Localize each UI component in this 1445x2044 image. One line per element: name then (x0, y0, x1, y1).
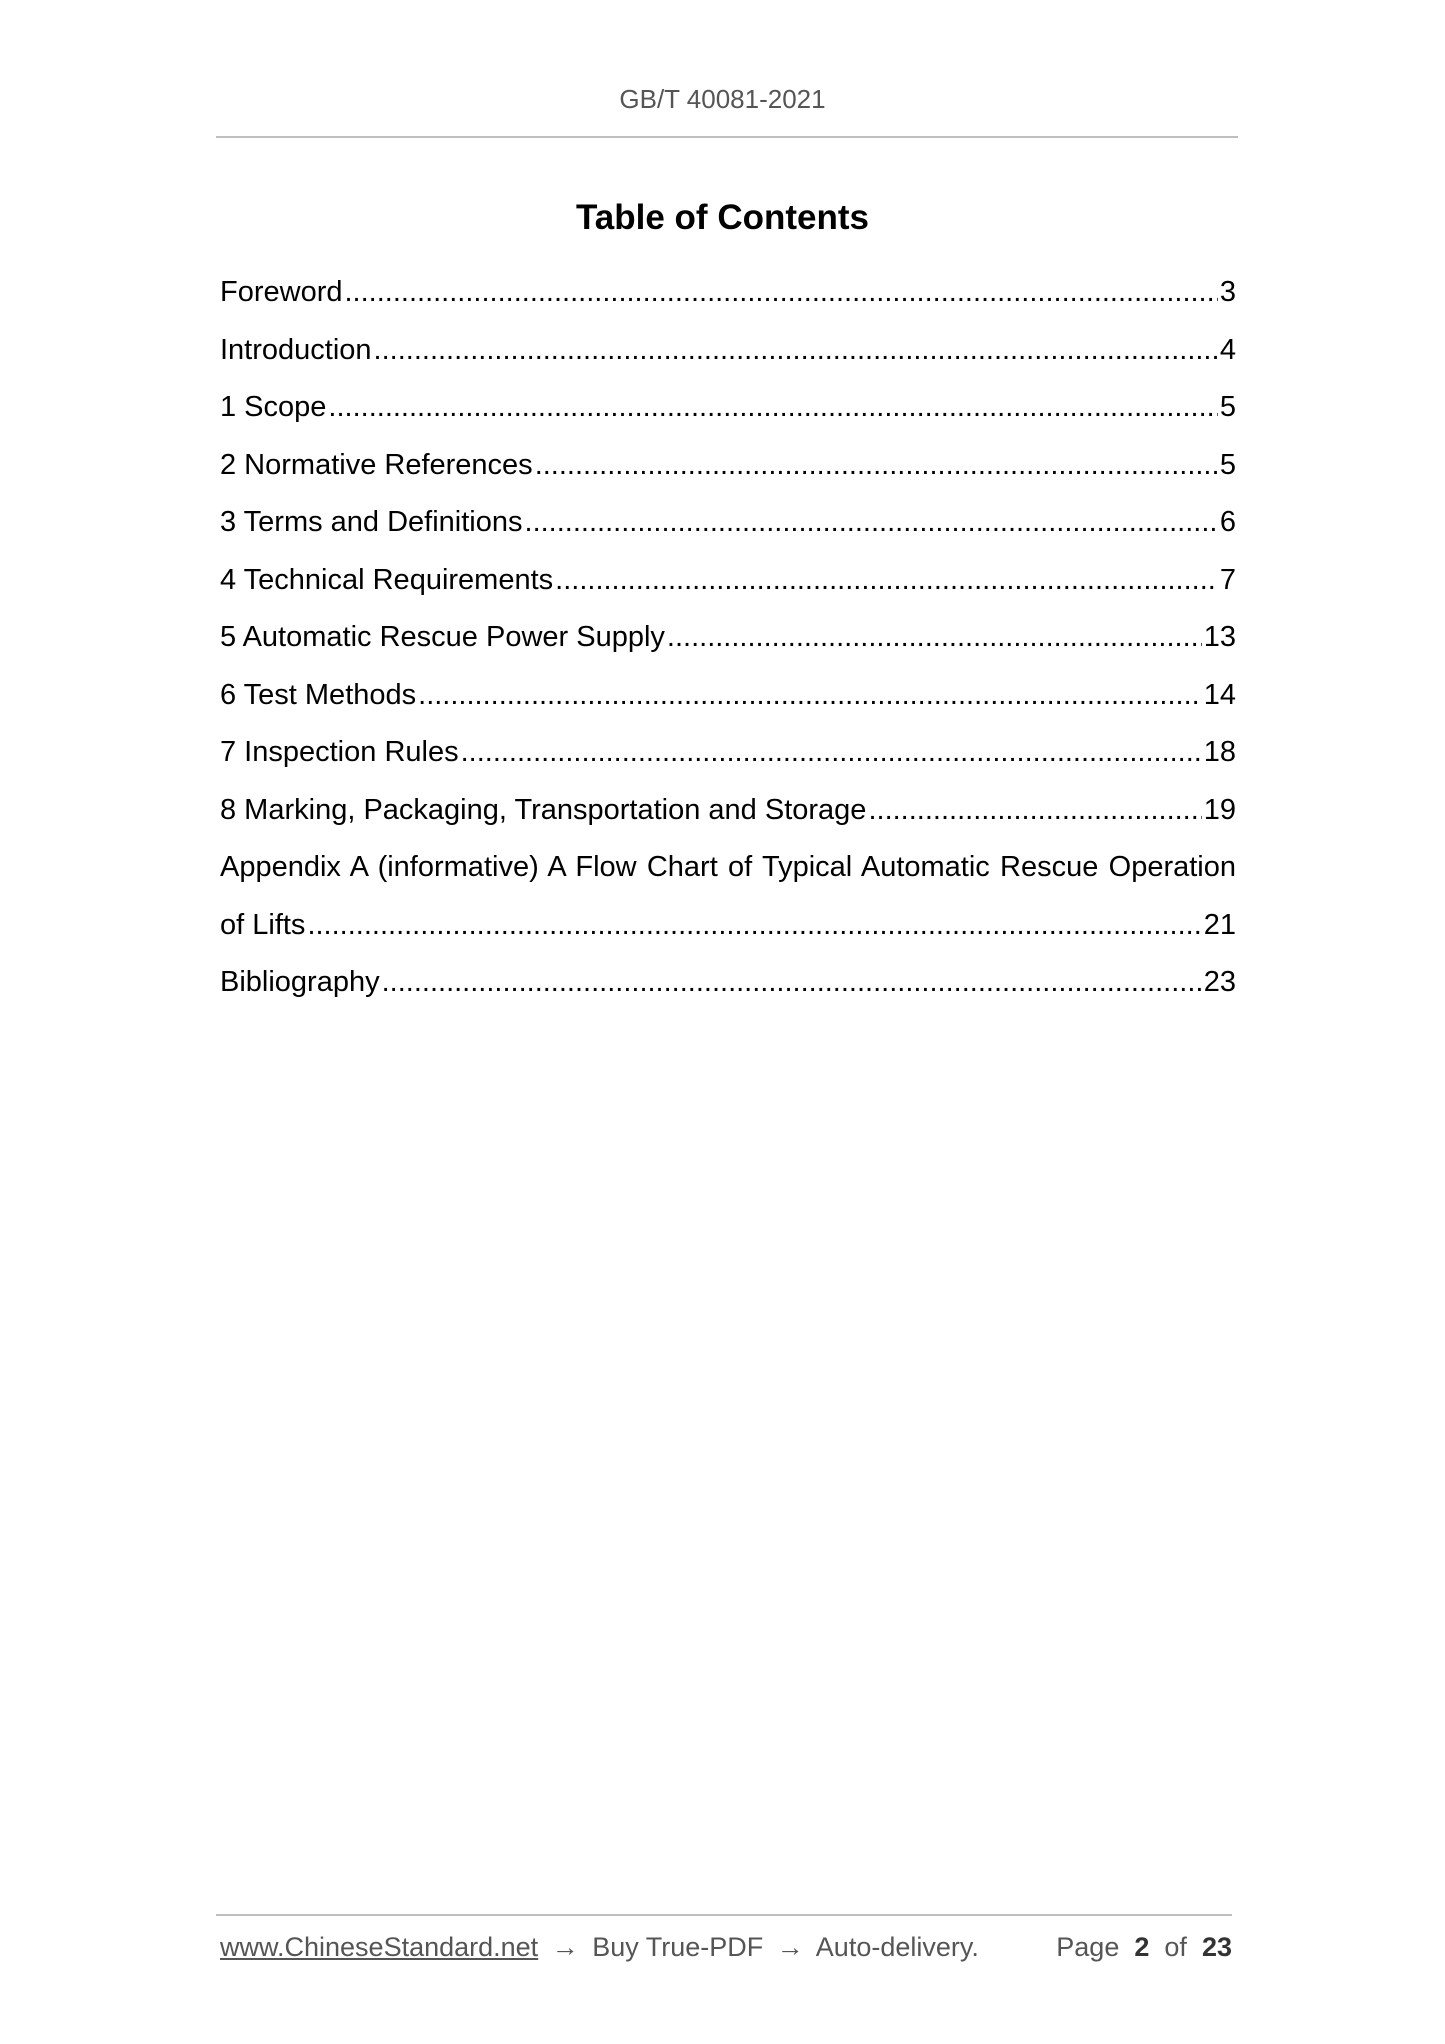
toc-entry-label: 2 Normative References (220, 448, 533, 481)
dot-leader (461, 724, 1202, 782)
toc-entry-page: 14 (1203, 678, 1236, 711)
toc-entry-label: 8 Marking, Packaging, Transportation and Storage (220, 793, 867, 826)
page-indicator (1056, 1932, 1232, 1963)
toc-entry-label: 6 Test Methods (220, 678, 417, 711)
toc-entry-label: Appendix A (informative) A Flow Chart of Typical Automatic Rescue Operation (220, 851, 1236, 883)
current-page-number: 2 (1134, 1932, 1150, 1962)
dot-leader (418, 667, 1202, 725)
arrow-right-icon: → (551, 1932, 579, 1962)
dot-leader (667, 609, 1202, 667)
dot-leader (345, 264, 1218, 322)
toc-entry-page: 13 (1203, 621, 1236, 653)
toc-entry-page: 18 (1203, 736, 1236, 768)
toc-entry-test-methods[interactable] (220, 667, 1236, 725)
dot-leader (555, 552, 1218, 610)
total-page-count: 23 (1201, 1932, 1232, 1962)
toc-entry-appendix-a-continued[interactable] (220, 897, 1236, 955)
toc-entry-label: 7 Inspection Rules (220, 736, 459, 768)
toc-entry-page: 4 (1219, 333, 1236, 366)
toc-entry-bibliography[interactable] (220, 954, 1236, 1012)
dot-leader (307, 897, 1201, 955)
toc-entry-label: Introduction (220, 333, 372, 366)
toc-entry-marking-packaging[interactable] (220, 782, 1236, 840)
dot-leader (535, 437, 1218, 495)
toc-entry-page: 5 (1219, 448, 1236, 481)
toc-entry-page: 7 (1219, 563, 1236, 596)
buy-text: Buy True-PDF (592, 1932, 764, 1962)
toc-entry-label: 5 Automatic Rescue Power Supply (220, 621, 665, 653)
toc-entry-label: 3 Terms and Definitions (220, 506, 523, 538)
toc-entry-introduction[interactable] (220, 322, 1236, 380)
footer-divider (216, 1914, 1232, 1916)
toc-title: Table of Contents (576, 198, 869, 237)
toc-entry-inspection-rules[interactable] (220, 724, 1236, 782)
toc-entry-automatic-rescue-power-supply[interactable] (220, 609, 1236, 667)
table-of-contents (220, 264, 1236, 1012)
toc-entry-foreword[interactable] (220, 264, 1236, 322)
toc-entry-label: 4 Technical Requirements (220, 563, 554, 596)
dot-leader (525, 494, 1218, 552)
page-footer (220, 1932, 1232, 1972)
toc-entry-page: 3 (1219, 276, 1236, 308)
dot-leader (328, 379, 1217, 437)
toc-entry-label: of Lifts (220, 908, 306, 941)
toc-entry-page: 23 (1203, 966, 1236, 998)
page-word: Page (1056, 1932, 1120, 1962)
toc-entry-page: 5 (1219, 391, 1236, 423)
footer-promo (220, 1932, 979, 1963)
toc-entry-label: Foreword (220, 276, 343, 308)
toc-entry-page: 21 (1203, 908, 1236, 941)
toc-entry-normative-references[interactable] (220, 437, 1236, 495)
delivery-text: Auto-delivery. (815, 1932, 979, 1962)
toc-entry-technical-requirements[interactable] (220, 552, 1236, 610)
document-header: GB/T 40081-2021 (619, 84, 826, 114)
of-word: of (1164, 1932, 1187, 1962)
toc-entry-terms-definitions[interactable] (220, 494, 1236, 552)
toc-entry-label: Bibliography (220, 966, 380, 998)
website-link[interactable]: www.ChineseStandard.net (220, 1932, 539, 1962)
dot-leader (868, 782, 1201, 840)
dot-leader (382, 954, 1202, 1012)
header-divider (216, 136, 1238, 138)
dot-leader (374, 322, 1218, 380)
toc-entry-page: 19 (1203, 793, 1236, 826)
toc-entry-label: 1 Scope (220, 391, 327, 423)
arrow-right-icon: → (776, 1932, 804, 1962)
toc-entry-appendix-a[interactable] (220, 839, 1236, 897)
toc-entry-scope[interactable] (220, 379, 1236, 437)
toc-entry-page: 6 (1219, 506, 1236, 538)
